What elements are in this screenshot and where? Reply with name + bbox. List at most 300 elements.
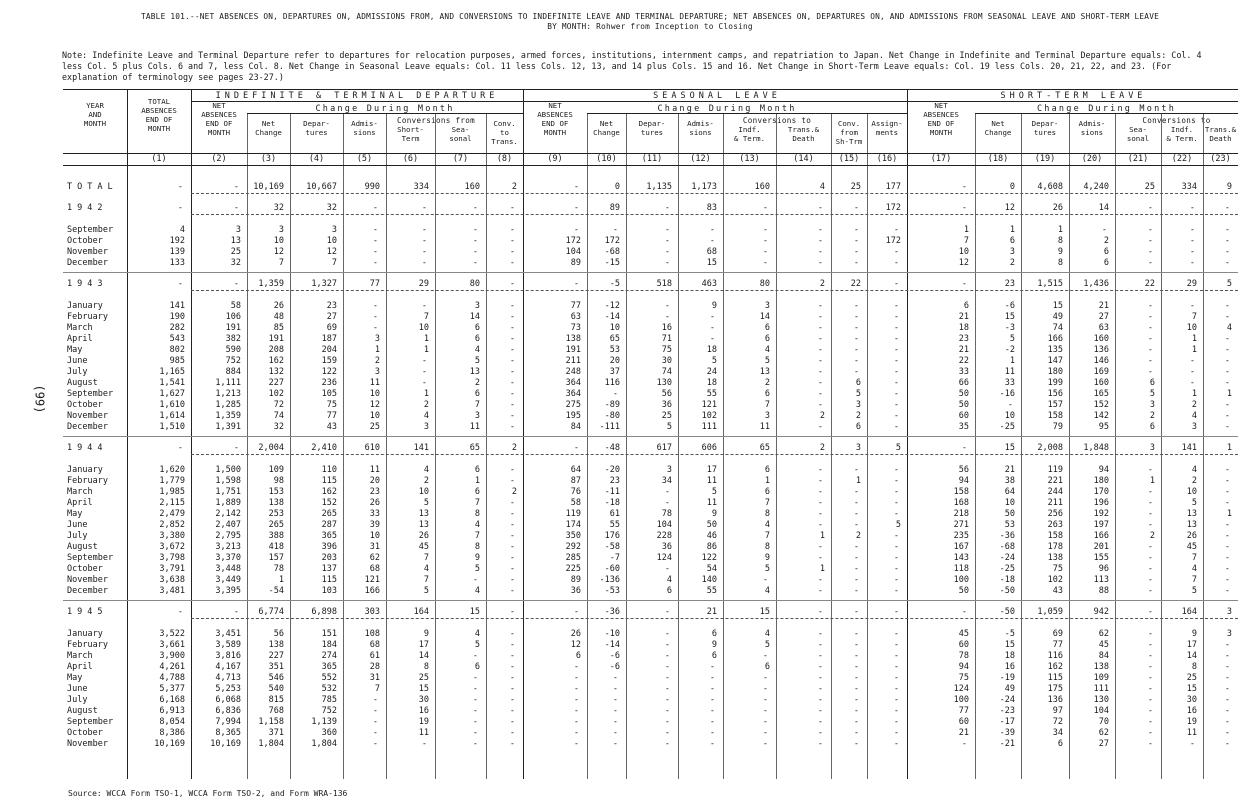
table-cell: 191	[225, 323, 241, 333]
table-cell: 65	[609, 334, 620, 344]
table-cell: 121	[364, 575, 380, 585]
table-cell: 11	[369, 378, 380, 388]
table-cell: -16	[999, 389, 1015, 399]
table-row	[63, 334, 1238, 345]
table-cell: 122	[321, 367, 337, 377]
table-cell: -	[853, 575, 859, 585]
table-cell: 9	[711, 640, 717, 650]
table-cell: 11	[369, 465, 380, 475]
table-cell: 2,407	[215, 520, 241, 530]
table-cell: -	[372, 323, 378, 333]
table-cell: -	[893, 629, 899, 639]
table-cell: -50	[999, 586, 1015, 596]
table-cell: 79	[1052, 422, 1063, 432]
table-cell: 140	[701, 575, 717, 585]
table-cell: -	[509, 389, 515, 399]
table-cell: 65	[469, 443, 480, 453]
column-number: (15)	[838, 154, 860, 164]
table-cell: 606	[701, 443, 717, 453]
table-cell: 115	[1047, 673, 1063, 683]
table-cell: 1,135	[646, 182, 672, 192]
row-label: September	[67, 225, 114, 235]
table-cell: 1,804	[258, 739, 284, 749]
table-row	[63, 695, 1238, 706]
table-cell: -	[709, 717, 715, 727]
table-cell: 151	[321, 629, 337, 639]
table-cell: -	[421, 367, 427, 377]
table-cell: 199	[1047, 378, 1063, 388]
table-cell: 2	[511, 487, 517, 497]
table-cell: -	[817, 465, 823, 475]
table-cell: 884	[225, 367, 241, 377]
table-cell: -18	[604, 498, 620, 508]
table-cell: -12	[604, 301, 620, 311]
table-cell: 100	[953, 695, 969, 705]
table-cell: 1,627	[159, 389, 185, 399]
table-cell: 6,068	[215, 695, 241, 705]
table-cell: 274	[321, 651, 337, 661]
header-rule-top	[63, 89, 1238, 90]
table-cell: -136	[599, 575, 620, 585]
table-cell: 146	[1093, 356, 1109, 366]
column-number: (23)	[1210, 154, 1231, 164]
table-cell: -21	[999, 739, 1015, 749]
table-cell: 518	[656, 279, 672, 289]
table-cell: -20	[604, 465, 620, 475]
table-cell: 138	[565, 334, 581, 344]
table-cell: 5	[895, 520, 901, 530]
table-cell: 62	[1098, 728, 1109, 738]
table-cell: 9	[711, 301, 717, 311]
table-cell: -	[421, 225, 427, 235]
table-cell: 30	[1186, 695, 1197, 705]
table-cell: -	[472, 717, 478, 727]
table-cell: -	[1224, 575, 1230, 585]
total-underline	[191, 454, 1238, 455]
table-cell: -2	[1004, 345, 1015, 355]
table-row	[63, 400, 1238, 411]
table-cell: 1,165	[159, 367, 185, 377]
table-cell: -	[509, 378, 515, 388]
table-cell: 5	[474, 640, 480, 650]
table-cell: 371	[268, 728, 284, 738]
table-cell: -	[762, 203, 768, 213]
table-cell: -	[664, 564, 670, 574]
table-cell: -	[1147, 553, 1153, 563]
table-cell: 1,213	[215, 389, 241, 399]
table-cell: -	[1147, 586, 1153, 596]
table-cell: 4,261	[159, 662, 185, 672]
table-cell: 46	[706, 531, 717, 541]
table-cell: 89	[570, 575, 581, 585]
table-cell: 10	[1186, 487, 1197, 497]
table-cell: -	[1147, 640, 1153, 650]
table-cell: 3,816	[215, 651, 241, 661]
table-cell: -	[573, 607, 579, 617]
table-cell: -	[893, 258, 899, 268]
table-cell: 3	[764, 301, 770, 311]
table-cell: -	[372, 312, 378, 322]
column-header: Admis- sions	[687, 119, 714, 137]
table-cell: 4	[764, 586, 770, 596]
table-cell: -	[853, 673, 859, 683]
table-cell: 102	[268, 389, 284, 399]
table-cell: 89	[570, 258, 581, 268]
table-title-line2: BY MONTH: Rohwer from Inception to Closing	[547, 22, 753, 31]
table-cell: 68	[369, 640, 380, 650]
table-cell: -	[853, 356, 859, 366]
table-cell: 7	[423, 553, 429, 563]
table-cell: 1	[278, 575, 284, 585]
table-cell: 1	[474, 476, 480, 486]
table-cell: 2	[1103, 236, 1109, 246]
table-cell: 109	[1093, 673, 1109, 683]
short-term-change-during-month: Change During Month	[1036, 104, 1177, 114]
table-cell: -	[509, 640, 515, 650]
table-cell: -	[1147, 465, 1153, 475]
table-cell: -5	[609, 279, 620, 289]
table-cell: 108	[364, 629, 380, 639]
table-cell: -	[893, 356, 899, 366]
table-cell: 12	[1004, 203, 1015, 213]
table-cell: 5	[1009, 334, 1015, 344]
table-cell: -	[762, 247, 768, 257]
table-cell: 165	[1093, 389, 1109, 399]
column-number: (1)	[151, 154, 167, 164]
table-cell: 8	[474, 542, 480, 552]
table-cell: 78	[273, 564, 284, 574]
table-cell: 135	[1047, 345, 1063, 355]
column-number: (5)	[356, 154, 373, 164]
table-cell: -	[817, 717, 823, 727]
table-cell: 25	[661, 411, 672, 421]
row-label: May	[67, 509, 83, 519]
table-row	[63, 564, 1238, 575]
table-cell: -	[1224, 717, 1230, 727]
table-cell: -	[961, 443, 967, 453]
table-cell: 6,898	[311, 607, 337, 617]
table-cell: 56	[273, 629, 284, 639]
table-cell: -	[817, 553, 823, 563]
table-cell: -24	[999, 553, 1015, 563]
total-row	[63, 182, 1238, 193]
table-cell: 11	[1004, 367, 1015, 377]
table-cell: 147	[1047, 356, 1063, 366]
table-cell: -	[893, 225, 899, 235]
table-cell: 11	[1186, 728, 1197, 738]
table-cell: -	[1224, 531, 1230, 541]
table-cell: -23	[999, 706, 1015, 716]
table-cell: 13	[418, 509, 429, 519]
table-cell: -	[709, 695, 715, 705]
table-cell: 18	[958, 323, 969, 333]
table-cell: -	[509, 400, 515, 410]
table-cell: 50	[1004, 509, 1015, 519]
table-cell: 10,667	[306, 182, 337, 192]
table-cell: 3	[278, 225, 284, 235]
table-cell: 89	[609, 203, 620, 213]
table-cell: 191	[268, 334, 284, 344]
table-cell: -	[573, 717, 579, 727]
table-cell: 418	[268, 542, 284, 552]
table-cell: 26	[273, 301, 284, 311]
table-cell: -	[1147, 312, 1153, 322]
table-cell: 152	[1093, 400, 1109, 410]
table-cell: 166	[1093, 531, 1109, 541]
table-cell: -	[472, 684, 478, 694]
table-cell: -	[509, 629, 515, 639]
table-cell: 30	[418, 695, 429, 705]
table-cell: 11	[469, 422, 480, 432]
table-cell: 4	[764, 345, 770, 355]
table-cell: 191	[565, 345, 581, 355]
table-cell: 180	[1093, 476, 1109, 486]
table-cell: 2	[1149, 411, 1155, 421]
column-number: (3)	[260, 154, 277, 164]
block-rule	[63, 272, 1238, 273]
table-cell: 546	[268, 673, 284, 683]
table-cell: -	[573, 662, 579, 672]
table-cell: 3,791	[159, 564, 185, 574]
table-cell: 1	[1149, 476, 1155, 486]
table-cell: -	[509, 367, 515, 377]
table-cell: 159	[321, 356, 337, 366]
table-cell: -	[853, 498, 859, 508]
table-cell: -	[612, 706, 618, 716]
table-cell: 180	[1047, 367, 1063, 377]
table-cell: -	[853, 345, 859, 355]
table-cell: -36	[999, 531, 1015, 541]
table-cell: -	[817, 487, 823, 497]
table-cell: 21	[958, 345, 969, 355]
table-cell: -	[664, 203, 670, 213]
table-cell: -	[893, 651, 899, 661]
table-cell: -	[853, 695, 859, 705]
table-cell: 5	[423, 586, 429, 596]
table-cell: 13	[230, 236, 241, 246]
row-label: June	[67, 520, 88, 530]
seasonal-change-underline	[587, 113, 907, 114]
table-cell: -	[817, 356, 823, 366]
table-cell: 617	[656, 443, 672, 453]
table-cell: -	[509, 509, 515, 519]
table-cell: 77	[369, 279, 380, 289]
table-cell: -	[664, 607, 670, 617]
table-cell: -	[762, 258, 768, 268]
table-cell: 25	[1144, 182, 1155, 192]
table-cell: 3	[855, 400, 861, 410]
table-cell: 5	[1191, 498, 1197, 508]
table-cell: -	[372, 706, 378, 716]
table-cell: -15	[604, 258, 620, 268]
table-cell: -	[961, 182, 967, 192]
table-cell: -	[1147, 695, 1153, 705]
table-cell: -	[612, 225, 618, 235]
table-cell: -	[573, 728, 579, 738]
table-cell: 5	[474, 356, 480, 366]
table-cell: 14	[1098, 203, 1109, 213]
table-cell: 2	[511, 443, 517, 453]
table-cell: 5	[474, 564, 480, 574]
table-cell: 1,804	[311, 739, 337, 749]
table-cell: -	[177, 279, 183, 289]
table-cell: -	[573, 739, 579, 749]
table-cell: -25	[999, 422, 1015, 432]
table-cell: 16	[1004, 662, 1015, 672]
table-cell: 3	[1226, 629, 1232, 639]
table-cell: 72	[1052, 717, 1063, 727]
table-cell: -	[817, 323, 823, 333]
table-title	[75, 12, 1225, 32]
table-cell: 138	[268, 640, 284, 650]
table-cell: -	[1189, 378, 1195, 388]
indef-change-underline	[247, 113, 523, 114]
table-cell: 1	[374, 345, 380, 355]
table-cell: 3,395	[215, 586, 241, 596]
table-cell: 5	[855, 389, 861, 399]
table-cell: 6	[963, 301, 969, 311]
table-cell: 16	[661, 323, 672, 333]
column-number: (7)	[452, 154, 469, 164]
table-cell: -	[1147, 717, 1153, 727]
table-cell: -	[664, 487, 670, 497]
column-header: Trans.& Death	[787, 125, 820, 143]
table-cell: -7	[609, 553, 620, 563]
table-cell: 100	[953, 575, 969, 585]
table-row	[63, 323, 1238, 334]
table-row	[63, 498, 1238, 509]
table-title-line1: TABLE 101.--NET ABSENCES ON, DEPARTURES ON, ADMISSIONS FROM, AND CONVERSIONS TO INDEFINITE LEAVE AND TERMINAL DEPARTURE; NET ABSENCES ON, DEPARTURES ON, AND ADMISSIONS FROM SEASONAL LEAVE AND SHORT-TERM LEAVE	[141, 12, 1159, 21]
table-cell: 1	[1009, 225, 1015, 235]
table-cell: -	[853, 465, 859, 475]
table-cell: 175	[1047, 684, 1063, 694]
table-cell: -	[233, 279, 239, 289]
table-cell: 31	[369, 542, 380, 552]
table-cell: -	[509, 498, 515, 508]
table-cell: -6	[609, 651, 620, 661]
table-cell: 4	[423, 564, 429, 574]
table-cell: -	[853, 651, 859, 661]
table-cell: -	[853, 564, 859, 574]
table-cell: -39	[999, 728, 1015, 738]
table-cell: 303	[364, 607, 380, 617]
table-cell: 13	[1186, 520, 1197, 530]
table-cell: -	[664, 312, 670, 322]
row-label: June	[67, 356, 88, 366]
table-cell: -50	[999, 607, 1015, 617]
year-row	[63, 443, 1238, 454]
table-cell: 73	[570, 323, 581, 333]
table-cell: 10	[273, 236, 284, 246]
table-cell: -	[1147, 498, 1153, 508]
table-cell: -	[817, 498, 823, 508]
table-cell: 1	[963, 225, 969, 235]
table-cell: 190	[169, 312, 185, 322]
table-cell: 6,913	[159, 706, 185, 716]
table-cell: 275	[565, 400, 581, 410]
table-cell: -	[509, 520, 515, 530]
table-cell: 3	[1149, 443, 1155, 453]
table-cell: 1,139	[311, 717, 337, 727]
table-cell: 9	[1226, 182, 1232, 192]
table-cell: 3	[1226, 607, 1232, 617]
total-underline	[191, 618, 1238, 619]
table-cell: 22	[1144, 279, 1155, 289]
table-cell: -	[1189, 367, 1195, 377]
table-cell: -	[853, 662, 859, 672]
table-cell: 61	[369, 651, 380, 661]
table-cell: -	[1224, 301, 1230, 311]
row-label: October	[67, 564, 103, 574]
table-cell: 74	[661, 367, 672, 377]
table-cell: -	[1147, 575, 1153, 585]
table-cell: 43	[326, 422, 337, 432]
table-cell: 265	[321, 509, 337, 519]
table-cell: 96	[1098, 564, 1109, 574]
table-cell: -	[893, 607, 899, 617]
indefinite-conversions-from: Conversions from	[397, 116, 475, 125]
column-header: Short- Term	[397, 125, 424, 143]
table-cell: 39	[369, 520, 380, 530]
table-cell: -	[664, 236, 670, 246]
table-cell: -	[1007, 400, 1013, 410]
table-cell: 3,213	[215, 542, 241, 552]
table-cell: 2	[764, 378, 770, 388]
table-cell: -	[1189, 301, 1195, 311]
table-cell: 2	[819, 279, 825, 289]
table-cell: -	[893, 279, 899, 289]
table-cell: -80	[604, 411, 620, 421]
page-number: (99)	[32, 384, 47, 414]
column-number: (17)	[930, 154, 952, 164]
table-cell: 20	[609, 356, 620, 366]
table-cell: -111	[599, 422, 620, 432]
table-cell: -	[1147, 236, 1153, 246]
table-cell: -	[573, 279, 579, 289]
column-number: (22)	[1171, 154, 1193, 164]
table-cell: 143	[953, 553, 969, 563]
table-cell: 76	[570, 487, 581, 497]
table-cell: 61	[609, 509, 620, 519]
table-cell: 3	[474, 301, 480, 311]
row-label: February	[67, 312, 108, 322]
table-cell: 50	[958, 389, 969, 399]
table-cell: 75	[1052, 564, 1063, 574]
table-cell: 62	[1098, 629, 1109, 639]
table-cell: 365	[321, 662, 337, 672]
table-cell: -	[1147, 323, 1153, 333]
table-cell: 53	[1004, 520, 1015, 530]
row-label: March	[67, 487, 93, 497]
table-cell: 119	[565, 509, 581, 519]
table-cell: -	[421, 301, 427, 311]
table-cell: 104	[565, 247, 581, 257]
table-cell: 7	[374, 684, 380, 694]
column-number: (4)	[308, 154, 325, 164]
table-cell: 388	[268, 531, 284, 541]
table-source: Source: WCCA Form TSO-1, WCCA Form TSO-2, and Form WRA-136	[68, 789, 348, 798]
table-cell: 25	[369, 422, 380, 432]
table-cell: -	[817, 575, 823, 585]
table-cell: 4,240	[1083, 182, 1109, 192]
column-header: NET ABSENCES END OF MONTH	[537, 101, 573, 137]
table-cell: -	[509, 279, 515, 289]
table-cell: -	[1224, 487, 1230, 497]
table-row	[63, 487, 1238, 498]
table-cell: 8	[764, 542, 770, 552]
table-cell: 136	[1047, 695, 1063, 705]
table-cell: 6	[474, 389, 480, 399]
